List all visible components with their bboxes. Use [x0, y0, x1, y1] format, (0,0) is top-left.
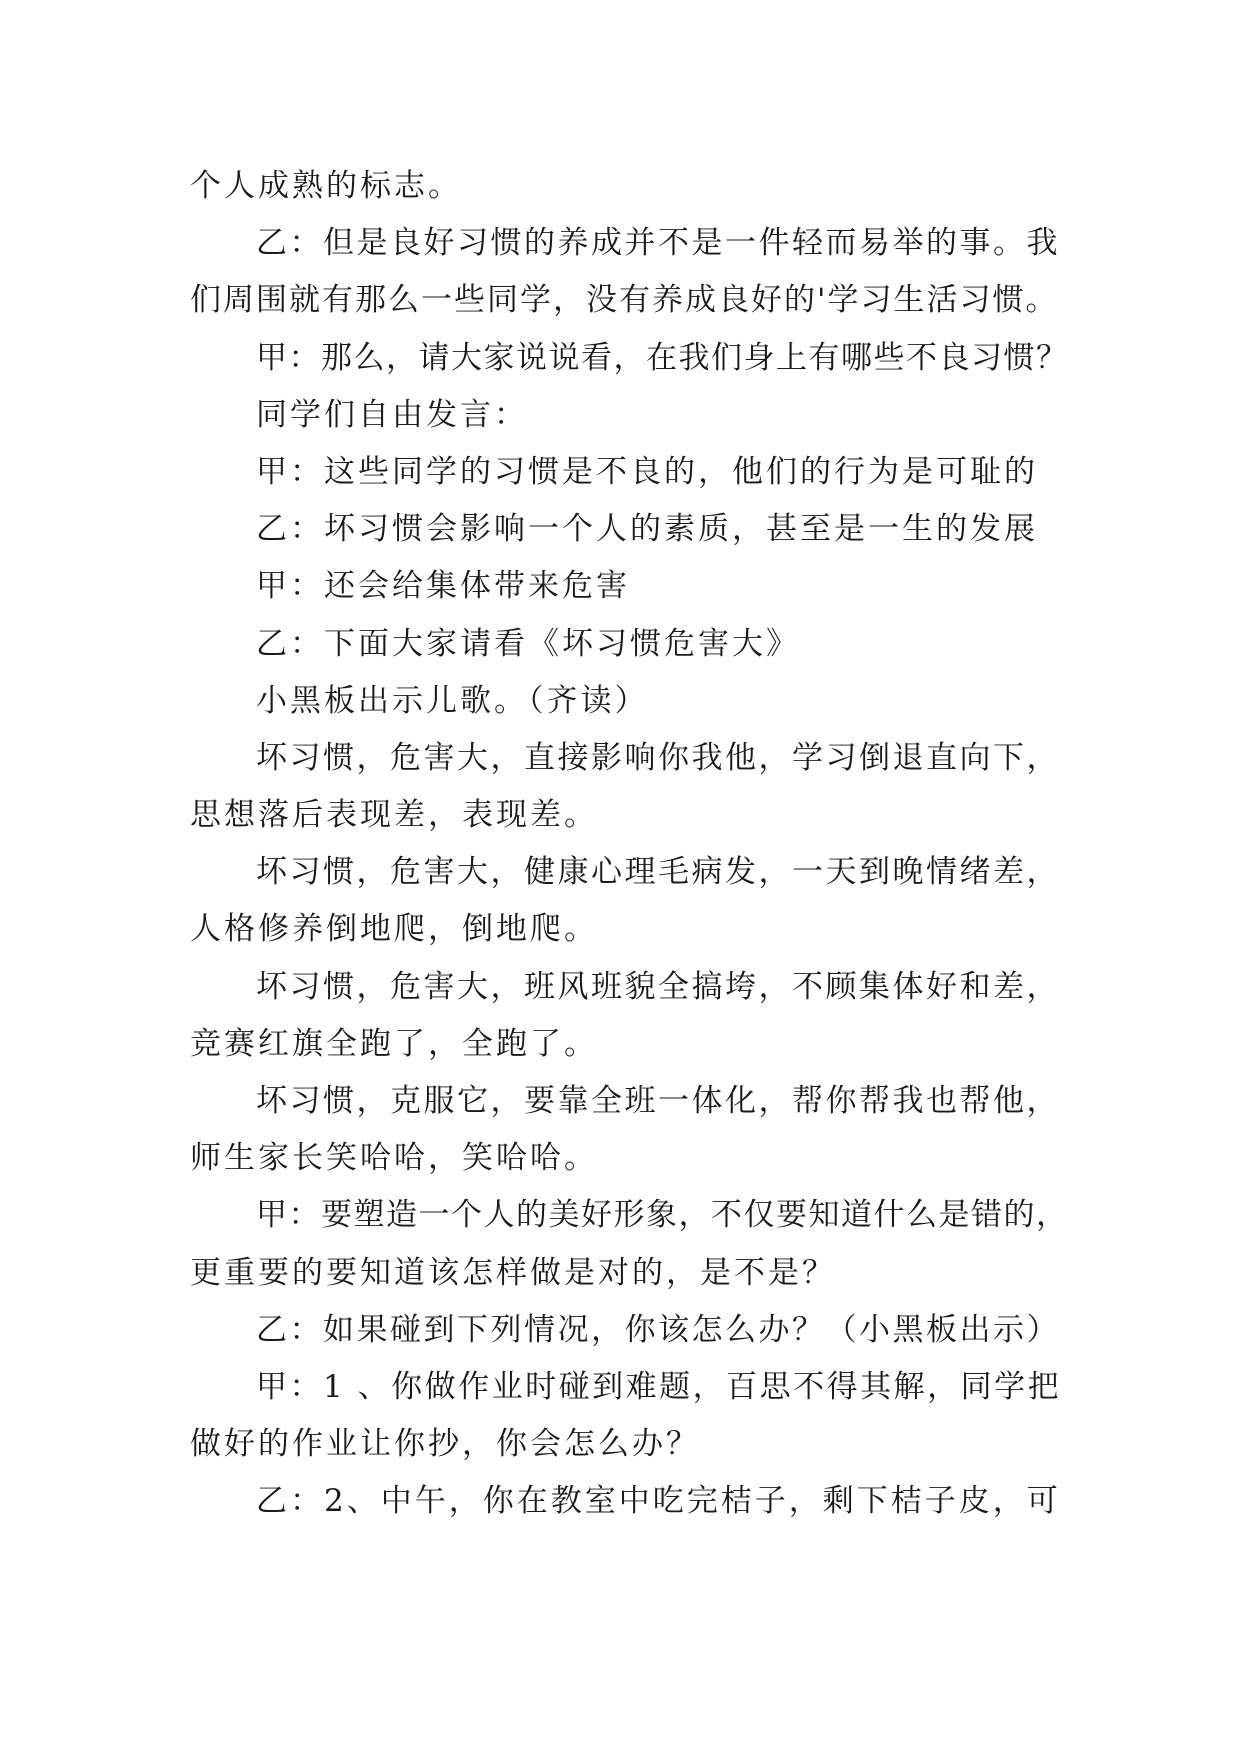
- text-line: 坏习惯，危害大，健康心理毛病发，一天到晚情绪差，: [256, 854, 1060, 891]
- text-line: 个人成熟的标志。: [190, 168, 462, 204]
- text-line: 们周围就有那么一些同学，没有养成良好的'学习生活习惯。: [190, 282, 1059, 319]
- text-line: 竞赛红旗全跑了，全跑了。: [190, 1025, 598, 1062]
- text-line: 乙：2、中午，你在教室中吃完桔子，剩下桔子皮，可: [256, 1483, 1061, 1520]
- document-body: [190, 158, 1070, 1531]
- text-line: 做好的作业让你抄，你会怎么办？: [190, 1426, 700, 1463]
- text-line: 乙：下面大家请看《坏习惯危害大》: [256, 625, 800, 662]
- text-line: 甲：还会给集体带来危害: [256, 568, 630, 605]
- text-line: 坏习惯，危害大，直接影响你我他，学习倒退直向下，: [256, 739, 1060, 776]
- text-line: 同学们自由发言：: [256, 396, 528, 433]
- text-line: 甲：那么，请大家说说看，在我们身上有哪些不良习惯？: [256, 339, 1069, 376]
- text-line: 更重要的要知道该怎样做是对的，是不是？: [190, 1254, 836, 1291]
- text-line: 小黑板出示儿歌。（齐读）: [256, 682, 649, 719]
- text-line: 乙：如果碰到下列情况，你该怎么办？（小黑板出示）: [256, 1311, 1060, 1348]
- text-line: 甲：这些同学的习惯是不良的，他们的行为是可耻的: [256, 453, 1038, 490]
- text-line: 人格修养倒地爬，倒地爬。: [190, 911, 598, 948]
- text-line: 乙：坏习惯会影响一个人的素质，甚至是一生的发展: [256, 511, 1038, 548]
- text-line: 乙：但是良好习惯的养成并不是一件轻而易举的事。我: [256, 225, 1060, 262]
- text-line: 坏习惯，克服它，要靠全班一体化，帮你帮我也帮他，: [256, 1083, 1060, 1119]
- text-line: 师生家长笑哈哈，笑哈哈。: [190, 1140, 598, 1177]
- text-line: 坏习惯，危害大，班风班貌全搞垮，不顾集体好和差，: [256, 968, 1060, 1005]
- text-line: 甲：1 、你做作业时碰到难题，百思不得其解，同学把: [256, 1368, 1062, 1405]
- text-line: 思想落后表现差，表现差。: [190, 797, 598, 834]
- text-line: 甲：要塑造一个人的美好形象，不仅要知道什么是错的，: [256, 1197, 1069, 1234]
